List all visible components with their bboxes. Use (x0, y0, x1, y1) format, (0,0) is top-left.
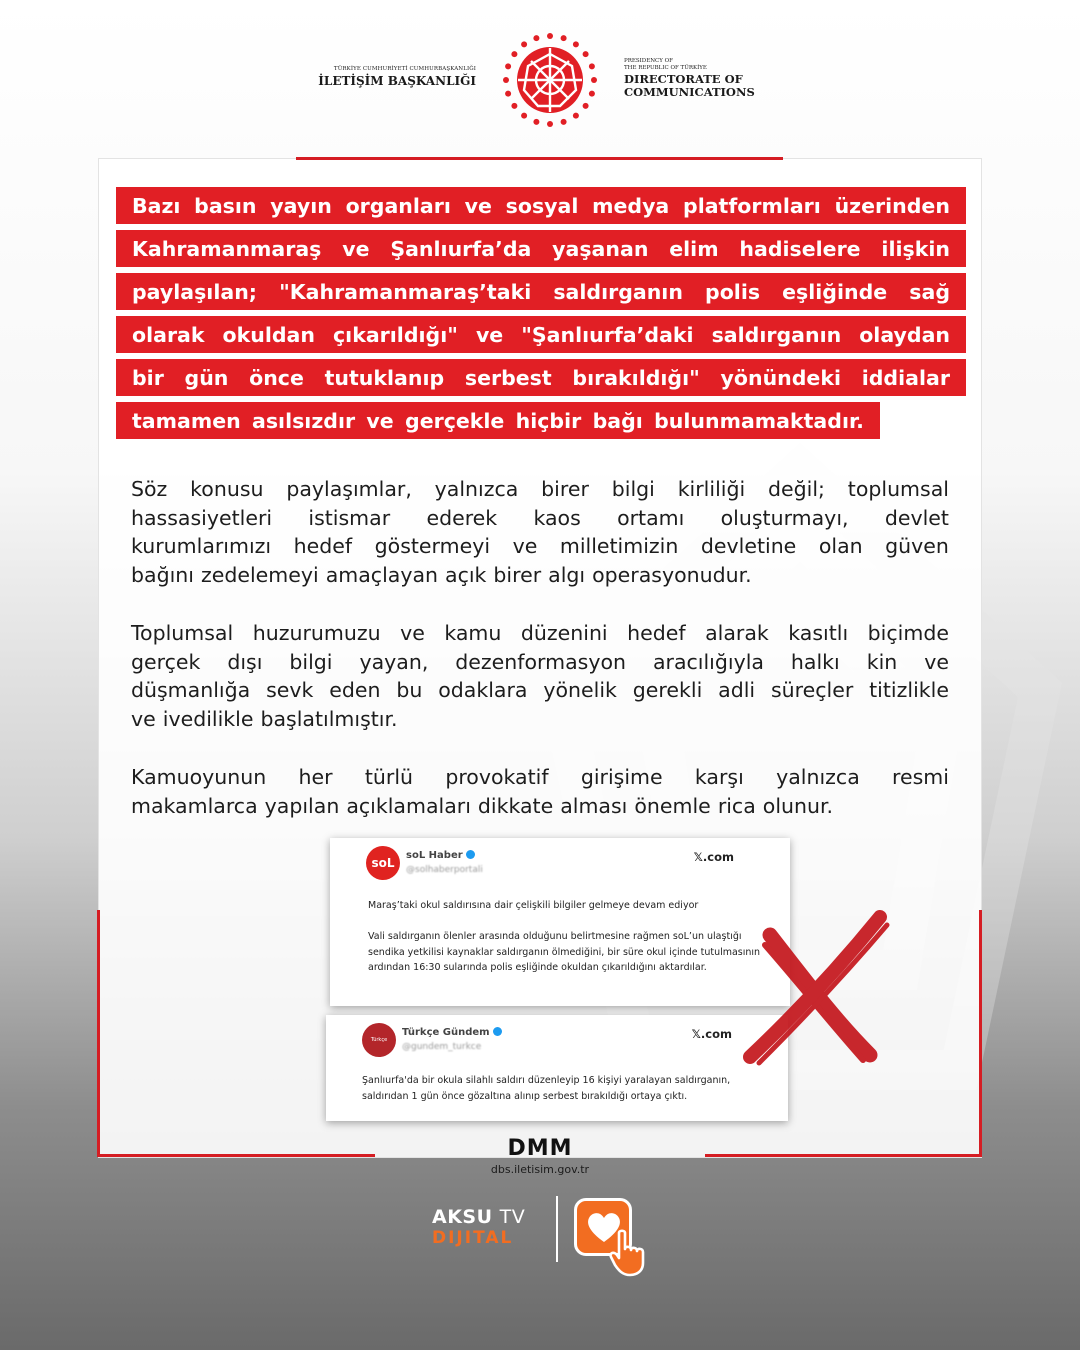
highlight-word: Şanlıurfa’da (390, 236, 532, 261)
paragraph-word: operasyonudur. (592, 562, 752, 587)
highlight-word: bağı (592, 408, 643, 433)
paragraph-word: güven (885, 534, 949, 558)
paragraph-word: dezenformasyon (455, 649, 626, 674)
highlight-word: serbest (464, 365, 552, 390)
highlight-word: sosyal (505, 193, 579, 218)
paragraph-line (131, 504, 949, 533)
aksu-logo-word: AKSU (432, 1206, 493, 1228)
paragraph-word: eden (329, 678, 381, 702)
paragraph-word: algı (548, 562, 586, 587)
paragraph-line (131, 648, 949, 677)
highlight-word: asılsızdır (252, 408, 356, 433)
verified-badge-icon (466, 850, 475, 859)
highlight-word: ve (366, 408, 394, 433)
paragraph-word: kaos (533, 505, 581, 530)
paragraph-word: ve (131, 706, 156, 731)
aksu-logo-dijital: DIJITAL (432, 1228, 514, 1248)
highlight-word: tamamen (132, 408, 241, 433)
aksu-logo-tv: TV (499, 1206, 526, 1228)
highlight-word: okuldan (222, 322, 315, 347)
card-top-accent-line (296, 157, 783, 160)
highlight-word: yayın (270, 193, 332, 218)
paragraph-word: alması (560, 793, 628, 818)
header-left-title: İLETİŞİM BAŞKANLIĞI (318, 74, 476, 88)
paragraph-line (131, 561, 949, 590)
paragraph-word: olan (818, 534, 863, 558)
paragraph-line (131, 763, 949, 792)
paragraph-word: ve (924, 649, 949, 674)
paragraph-word: devlet (884, 505, 949, 530)
paragraph-word: ve (400, 621, 425, 645)
highlight-word: ve (464, 193, 492, 218)
highlight-word: ilişkin (881, 236, 950, 261)
paragraph-word: açık (445, 562, 487, 587)
header-right-small-2: THE REPUBLIC OF TÜRKİYE (624, 65, 707, 71)
paragraph-word: gerekli (632, 678, 703, 702)
highlight-word: sağ (909, 279, 950, 304)
paragraph-word: zedelemeyi (200, 562, 319, 587)
paragraph-word: devletine (700, 534, 797, 558)
highlight-word: iddialar (861, 365, 950, 390)
tweet-author-name: soL Haber (406, 850, 475, 861)
highlight-word: yaşanan (552, 236, 649, 261)
tweet-text-body: Vali saldırganın ölenler arasında olduğunu belirtmesine rağmen soL’un ulaştığı sendika yetkilisi kaynaklar saldırganın ölmediğini, bir süre okul içinde tutulmasının ardından 16:30 sularında polis eşliğinde okuldan çıkarıldığını aktardılar. (368, 931, 761, 973)
tweet-author-handle: @gundem_turkce (402, 1042, 482, 1052)
highlight-word: saldırganın (553, 279, 683, 304)
paragraph-word: dikkate (477, 793, 554, 818)
highlight-word: bulunmamaktadır. (654, 408, 864, 433)
highlight-word: tutuklanıp (324, 365, 445, 390)
paragraph-word: süreçler (770, 678, 854, 702)
tweet-avatar: Türkçe (362, 1023, 396, 1057)
highlight-word: üzerinden (834, 193, 950, 218)
paragraph-word: Söz (131, 477, 168, 501)
paragraph-word: yönelik (543, 678, 617, 702)
paragraph-word: kurumlarımızı (131, 534, 272, 558)
dmm-url: dbs.iletisim.gov.tr (490, 1163, 590, 1176)
paragraph-word: ederek (426, 505, 498, 530)
paragraph-word: birer (541, 477, 589, 501)
paragraph-word: kamu (444, 621, 502, 645)
paragraph-word: düzenini (520, 621, 608, 645)
highlight-word: "Şanlıurfa’daki (521, 322, 694, 347)
highlight-word: organları (345, 193, 451, 218)
body-paragraph (131, 475, 949, 589)
paragraph-word: sevk (266, 678, 314, 702)
highlight-word: bırakıldığı" (572, 365, 700, 390)
paragraph-line (131, 532, 949, 561)
paragraph-word: karşı (694, 765, 744, 789)
header-org-name-en (624, 58, 814, 98)
paragraph-word: toplumsal (847, 477, 949, 501)
paragraph-word: biçimde (867, 621, 949, 645)
paragraph-word: ortamı (617, 505, 685, 530)
paragraph-word: gerçek (131, 649, 201, 674)
footer-divider (556, 1196, 558, 1262)
highlight-line (116, 359, 966, 396)
highlight-word: çıkarıldığı" (333, 322, 458, 347)
highlight-word: olaydan (859, 322, 950, 347)
paragraph-word: Kamuoyunun (131, 765, 267, 789)
paragraph-word: açıklamaları (346, 793, 471, 818)
highlight-word: ve (475, 322, 504, 347)
highlight-word: Bazı (132, 193, 181, 218)
paragraph-word: oluşturmayı, (720, 505, 849, 530)
tweet-screenshot-turkce-gundem (326, 1015, 788, 1121)
highlight-word: "Kahramanmaraş’taki (279, 279, 532, 304)
highlight-word: polis (705, 279, 761, 304)
dmm-brand (487, 1138, 593, 1176)
paragraph-word: kasıtlı (788, 621, 849, 645)
highlight-word: eşliğinde (782, 279, 888, 304)
tweet-author-name: Türkçe Gündem (402, 1027, 502, 1038)
paragraph-word: Toplumsal (131, 621, 234, 645)
tweet-source: 𝕏.com (691, 1027, 732, 1041)
paragraph-word: birer (493, 562, 542, 587)
paragraph-word: ve (512, 534, 538, 558)
paragraph-word: önemle (634, 793, 711, 818)
paragraph-word: halkı (790, 649, 840, 674)
highlight-word: paylaşılan; (132, 279, 257, 304)
header-right-title-1: DIRECTORATE OF (624, 72, 743, 86)
paragraph-word: değil; (768, 477, 825, 501)
verified-badge-icon (493, 1027, 502, 1036)
body-paragraph (131, 619, 949, 733)
header-right-title-2: COMMUNICATIONS (624, 85, 755, 99)
paragraph-word: ivedilikle (162, 706, 254, 731)
paragraph-word: konusu (190, 477, 264, 501)
highlight-word: gerçekle (405, 408, 505, 433)
tweet-text-body: Şanlıurfa'da bir okula silahlı saldırı düzenleyip 16 kişiyi yaralayan saldırganın, saldırıdan 1 gün önce gözaltına alınıp serbest bırakıldığı ortaya çıktı. (362, 1075, 731, 1102)
tweet-screenshot-sol-haber (330, 838, 790, 1006)
paragraph-word: yalnızca (434, 477, 519, 501)
paragraph-word: amaçlayan (325, 562, 439, 587)
paragraph-word: titizlikle (869, 678, 949, 702)
paragraph-word: her (298, 765, 333, 789)
paragraph-word: yayan, (359, 649, 429, 674)
paragraph-line (131, 705, 949, 734)
paragraph-word: istismar (308, 505, 391, 530)
tweet-source: 𝕏.com (693, 850, 734, 864)
highlight-word: elim (669, 236, 719, 261)
highlight-word: Kahramanmaraş (132, 236, 322, 261)
paragraph-word: göstermeyi (374, 534, 491, 558)
paragraph-line (131, 676, 949, 705)
aksu-tv-logo (432, 1207, 542, 1249)
paragraph-word: hedef (627, 621, 686, 645)
paragraph-line (131, 619, 949, 648)
paragraph-word: alarak (705, 621, 769, 645)
paragraph-word: adli (718, 678, 756, 702)
paragraph-word: dışı (227, 649, 263, 674)
paragraph-word: bu (396, 678, 423, 702)
paragraph-word: paylaşımlar, (286, 477, 412, 501)
paragraph-word: milletimizin (559, 534, 679, 558)
header-left-small: TÜRKİYE CUMHURİYETİ CUMHURBAŞKANLIĞI (333, 66, 476, 72)
highlight-word: hadiselere (739, 236, 861, 261)
paragraph-word: kin (866, 649, 898, 674)
paragraph-word: resmi (892, 765, 949, 789)
highlight-line (116, 402, 880, 439)
header-org-name-tr (300, 66, 476, 88)
paragraph-word: hassasiyetleri (131, 505, 273, 530)
highlight-word: basın (194, 193, 257, 218)
paragraph-word: rica (717, 793, 756, 818)
highlight-line (116, 230, 966, 267)
presidency-seal-logo (498, 28, 602, 132)
highlight-word: platformları (683, 193, 821, 218)
highlight-line (116, 316, 966, 353)
paragraph-word: bilgi (611, 477, 655, 501)
highlight-line (116, 187, 966, 224)
highlight-word: ve (342, 236, 370, 261)
paragraph-word: girişime (580, 765, 663, 789)
paragraph-word: makamlarca (131, 793, 258, 818)
highlight-word: gün (184, 365, 229, 390)
paragraph-word: odaklara (438, 678, 528, 702)
highlight-line (116, 273, 966, 310)
paragraph-word: bilgi (289, 649, 333, 674)
paragraph-word: hedef (293, 534, 353, 558)
highlight-word: önce (249, 365, 304, 390)
paragraph-line (131, 792, 949, 821)
header-right-small-1: PRESIDENCY OF (624, 58, 673, 64)
paragraph-word: kirliliği (677, 477, 746, 501)
highlight-word: bir (132, 365, 164, 390)
paragraph-word: başlatılmıştır. (260, 706, 398, 731)
paragraph-line (131, 475, 949, 504)
paragraph-word: türlü (364, 765, 414, 789)
tweet-author-handle: @solhaberportali (406, 865, 483, 875)
paragraph-word: düşmanlığa (131, 678, 251, 702)
tweet-avatar: soL (366, 846, 400, 880)
tweet-text-headline: Maraş’taki okul saldırısına dair çelişkili bilgiler gelmeye devam ediyor (368, 900, 699, 911)
highlight-word: medya (592, 193, 670, 218)
highlighted-statement (116, 187, 966, 445)
paragraph-word: huzurumuzu (252, 621, 381, 645)
statement-body (131, 475, 949, 850)
highlight-word: olarak (132, 322, 205, 347)
paragraph-word: provokatif (445, 765, 549, 789)
false-claim-x-icon (735, 905, 895, 1070)
dmm-logo: DMM (507, 1136, 573, 1161)
highlight-word: yönündeki (720, 365, 841, 390)
paragraph-word: yalnızca (776, 765, 860, 789)
like-heart-button[interactable] (574, 1198, 632, 1256)
hand-pointer-icon (609, 1229, 651, 1277)
paragraph-word: yapılan (264, 793, 340, 818)
header (0, 28, 1080, 132)
body-paragraph (131, 763, 949, 820)
highlight-word: saldırganın (711, 322, 842, 347)
paragraph-word: bağını (131, 562, 194, 587)
highlight-word: hiçbir (515, 408, 582, 433)
paragraph-word: aracılığıyla (652, 649, 764, 674)
paragraph-word: olunur. (762, 793, 834, 818)
